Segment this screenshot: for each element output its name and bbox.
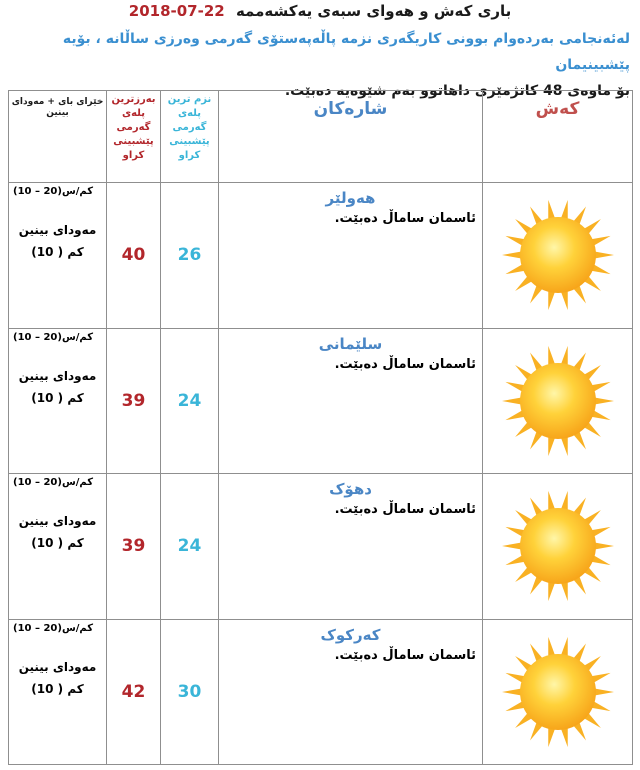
- wind-speed: (10 – 20)کم/س: [13, 477, 94, 489]
- header-max-temp: بەرزترین پلەی گەرمی پێشبینی کراو: [107, 91, 161, 183]
- forecast-table: [8, 90, 633, 765]
- sun-ray: [593, 252, 613, 259]
- sun-ray: [593, 543, 613, 550]
- visibility-label: مەودای بینین: [18, 223, 97, 238]
- table-row: [9, 474, 633, 619]
- visibility-value: (10 ) کم: [31, 390, 84, 405]
- table-row: [9, 619, 633, 764]
- sky-description: ئاسمان ساماڵ دەبێت.: [334, 356, 476, 372]
- visibility-value: (10 ) کم: [31, 536, 84, 551]
- weather-icon-cell: [483, 328, 633, 473]
- forecast-title: باری کەش و هەوای سبەی یەکشەممە: [235, 2, 512, 20]
- min-temp: 26: [161, 183, 219, 328]
- min-temp: 24: [161, 328, 219, 473]
- weather-icon-cell: [483, 619, 633, 764]
- city-name: کەرکوک: [320, 625, 381, 644]
- sky-description: ئاسمان ساماڵ دەبێت.: [334, 502, 476, 518]
- city-cell: [219, 183, 483, 328]
- visibility-label: مەودای بینین: [18, 368, 97, 383]
- header-wind: خێرای بای + مەودای بینین: [9, 91, 107, 183]
- wind-cell: [9, 183, 107, 328]
- intro-line-2: بۆ ماوەی 48 کاتژمێری داهاتوو بەم شێوەیە دەبێت.: [284, 83, 630, 99]
- header-weather: کەش: [483, 91, 633, 183]
- min-temp: 24: [161, 474, 219, 619]
- wind-cell: [9, 328, 107, 473]
- sun-disc: [520, 654, 596, 730]
- city-name: دهۆک: [329, 480, 372, 499]
- header-min-temp: نزم ترین پلەی گەرمی پێشبینی کراو: [161, 91, 219, 183]
- min-temp: 30: [161, 619, 219, 764]
- sky-description: ئاسمان ساماڵ دەبێت.: [334, 647, 476, 663]
- forecast-date: 2018-07-22: [128, 2, 225, 20]
- intro-line-1: لەئەنجامی بەردەوام بوونی کاریگەری نزمە پاڵەپەستۆی گەرمی وەرزی ساڵانە ، بۆیە پێشبینیمان: [62, 31, 630, 73]
- visibility-label: مەودای بینین: [18, 659, 97, 674]
- visibility: [9, 510, 106, 554]
- max-temp: 40: [107, 183, 161, 328]
- sun-disc: [520, 217, 596, 293]
- sun-ray: [502, 543, 522, 550]
- max-temp: 39: [107, 474, 161, 619]
- sun-ray: [502, 688, 522, 695]
- weather-icon-cell: [483, 183, 633, 328]
- wind-speed: (10 – 20)کم/س: [13, 186, 94, 198]
- visibility-value: (10 ) کم: [31, 681, 84, 696]
- sun-icon: [498, 341, 618, 461]
- wind-cell: [9, 474, 107, 619]
- weather-icon-cell: [483, 474, 633, 619]
- header-cities: شارەکان: [219, 91, 483, 183]
- sun-disc: [520, 363, 596, 439]
- sun-ray: [502, 397, 522, 404]
- sun-ray: [502, 252, 522, 259]
- visibility: [9, 656, 106, 700]
- table-row: [9, 183, 633, 328]
- sun-ray: [593, 397, 613, 404]
- city-name: سلێمانی: [318, 334, 383, 353]
- sun-disc: [520, 508, 596, 584]
- city-cell: [219, 619, 483, 764]
- sky-description: ئاسمان ساماڵ دەبێت.: [334, 211, 476, 227]
- visibility: [9, 219, 106, 263]
- max-temp: 42: [107, 619, 161, 764]
- table-header-row: [9, 91, 633, 183]
- wind-speed: (10 – 20)کم/س: [13, 622, 94, 634]
- wind-cell: [9, 619, 107, 764]
- page-title: [0, 2, 640, 20]
- max-temp: 39: [107, 328, 161, 473]
- wind-speed: (10 – 20)کم/س: [13, 331, 94, 343]
- city-name: هەولێر: [325, 189, 376, 208]
- visibility-value: (10 ) کم: [31, 245, 84, 260]
- sun-ray: [593, 688, 613, 695]
- visibility: [9, 365, 106, 409]
- visibility-label: مەودای بینین: [18, 514, 97, 529]
- city-cell: [219, 328, 483, 473]
- sun-icon: [498, 195, 618, 315]
- city-cell: [219, 474, 483, 619]
- table-row: [9, 328, 633, 473]
- sun-icon: [498, 486, 618, 606]
- sun-icon: [498, 632, 618, 752]
